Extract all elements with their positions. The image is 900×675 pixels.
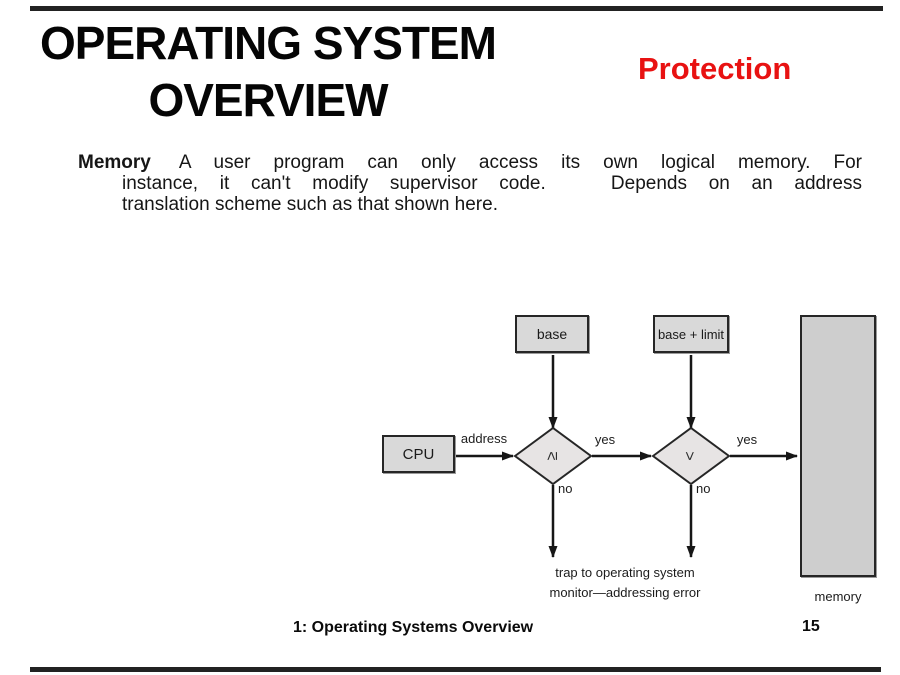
page-title-line1: OPERATING SYSTEM [40,17,496,69]
node-cpu: CPU [382,435,455,473]
body-line-3: translation scheme such as that shown here. [122,194,498,215]
memory-label: memory [814,589,862,604]
edge-label-yes-2: yes [736,432,758,447]
edge-label-yes-1: yes [594,432,616,447]
section-heading-protection: Protection [638,51,792,86]
page-title-line2: OVERVIEW [148,74,388,126]
edge-label-no-2: no [696,481,711,496]
trap-caption [539,563,711,603]
decision2-operator: < [682,451,699,461]
trap-caption-line2: monitor—addressing error [549,585,701,600]
decision1-operator: ≥ [544,451,561,461]
body-line-2: instance, it can't modify supervisor code. Depends on an address [122,173,862,194]
edge-label-address: address [460,431,508,446]
node-memory [800,315,876,577]
page-number: 15 [802,618,820,635]
node-base: base [515,315,589,353]
node-base-plus-limit: base + limit [653,315,729,353]
trap-caption-line1: trap to operating system [555,565,695,580]
footer-title: 1: Operating Systems Overview [293,619,534,636]
edge-label-no-1: no [558,481,573,496]
body-line-1-text: A user program can only access its own logical memory. For [178,152,862,173]
term-memory: Memory [78,152,151,173]
